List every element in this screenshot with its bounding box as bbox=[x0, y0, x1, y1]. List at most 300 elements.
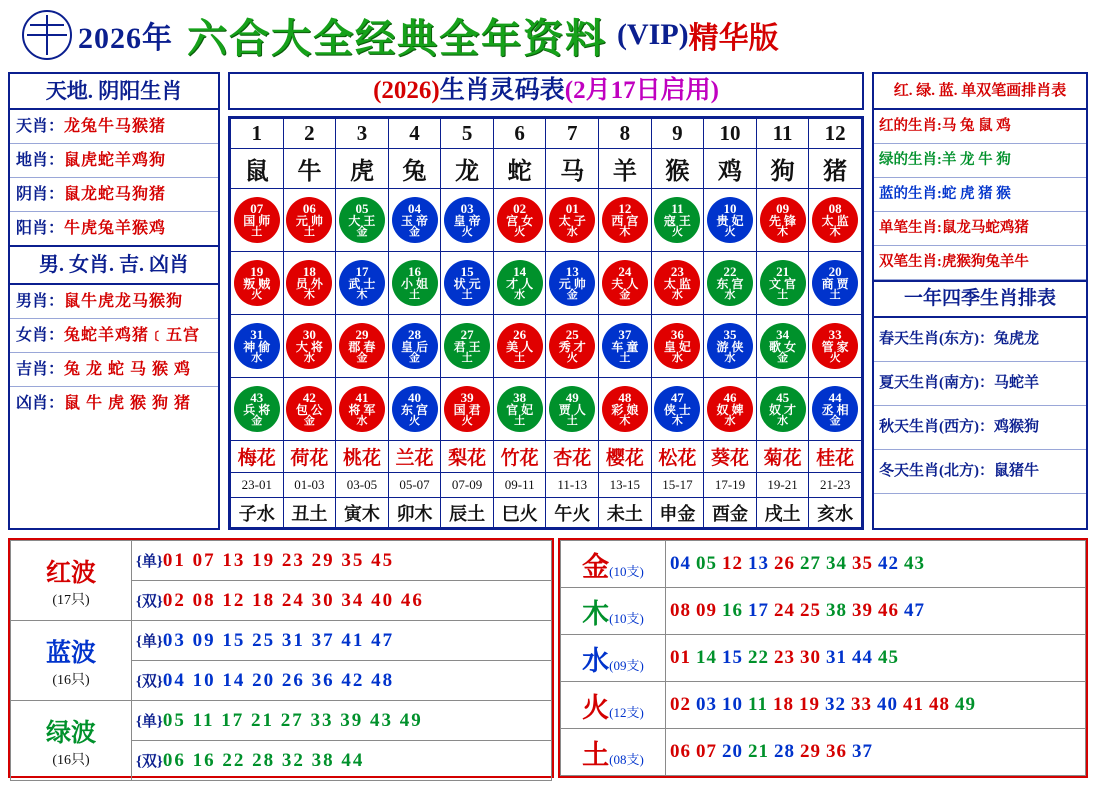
ball-cell[interactable] bbox=[336, 188, 389, 251]
ball-element: 金 bbox=[409, 352, 421, 365]
ball-number: 44 bbox=[828, 390, 842, 406]
ball-cell[interactable] bbox=[336, 314, 389, 377]
right-row-label: 绿的生肖: bbox=[879, 152, 942, 168]
element-number: 49 bbox=[954, 694, 976, 715]
element-name-cell bbox=[561, 541, 666, 588]
ball-row bbox=[231, 377, 862, 440]
col-number: 10 bbox=[704, 119, 757, 149]
branch-element: 卯木 bbox=[388, 498, 441, 528]
element-name-cell bbox=[561, 635, 666, 682]
right-row bbox=[874, 110, 1086, 144]
right-row bbox=[874, 212, 1086, 246]
ball-cell[interactable] bbox=[283, 377, 336, 440]
ball-cell[interactable] bbox=[493, 188, 546, 251]
ball-title: 彩 娘 bbox=[611, 403, 639, 418]
number-ball[interactable] bbox=[760, 386, 806, 432]
ball-title: 包 公 bbox=[295, 403, 323, 418]
number-ball[interactable] bbox=[549, 323, 595, 369]
element-count: (09支) bbox=[609, 657, 644, 673]
element-count: (10支) bbox=[609, 563, 644, 579]
number-ball[interactable] bbox=[497, 386, 543, 432]
left-row bbox=[10, 212, 218, 245]
ball-title: 太 监 bbox=[821, 214, 849, 229]
number-ball[interactable] bbox=[234, 323, 280, 369]
ball-cell[interactable] bbox=[651, 251, 704, 314]
element-name-cell bbox=[561, 682, 666, 729]
ball-number: 06 bbox=[302, 201, 316, 217]
vip-label: (VIP) bbox=[617, 18, 689, 51]
time-range: 13-15 bbox=[599, 472, 652, 497]
number-ball[interactable] bbox=[339, 197, 385, 243]
number-ball[interactable] bbox=[549, 197, 595, 243]
number-ball[interactable] bbox=[760, 197, 806, 243]
col-number: 12 bbox=[809, 119, 862, 149]
right-row-value: 蛇 虎 猪 猴 bbox=[941, 186, 1011, 202]
element-number: 16 bbox=[722, 600, 743, 621]
ball-title: 美 人 bbox=[506, 340, 534, 355]
ball-cell[interactable] bbox=[231, 188, 284, 251]
element-number: 09 bbox=[696, 600, 717, 621]
element-number: 21 bbox=[748, 741, 769, 762]
ball-element: 火 bbox=[409, 415, 421, 428]
ball-cell[interactable] bbox=[441, 188, 494, 251]
ball-cell[interactable] bbox=[388, 314, 441, 377]
ball-element: 木 bbox=[619, 226, 631, 239]
element-name: 木 bbox=[582, 598, 610, 629]
number-ball[interactable] bbox=[444, 197, 490, 243]
ball-number: 17 bbox=[355, 264, 369, 280]
ball-cell[interactable] bbox=[388, 188, 441, 251]
ball-number: 42 bbox=[302, 390, 316, 406]
ball-cell[interactable] bbox=[599, 188, 652, 251]
col-number: 11 bbox=[756, 119, 809, 149]
left-row2-value: 鼠 牛 虎 猴 狗 猪 bbox=[64, 395, 192, 412]
number-ball[interactable] bbox=[234, 260, 280, 306]
ball-number: 48 bbox=[618, 390, 632, 406]
ball-cell[interactable] bbox=[388, 251, 441, 314]
element-numbers bbox=[666, 541, 1086, 588]
ball-title: 歌 女 bbox=[769, 340, 797, 355]
ball-element: 土 bbox=[409, 289, 421, 302]
number-ball[interactable] bbox=[707, 197, 753, 243]
ball-element: 火 bbox=[514, 226, 526, 239]
ball-number: 18 bbox=[302, 264, 316, 280]
ball-title: 官 妃 bbox=[506, 403, 534, 418]
element-row bbox=[231, 498, 862, 528]
ball-element: 火 bbox=[566, 352, 578, 365]
element-number: 25 bbox=[800, 600, 821, 621]
ball-cell[interactable] bbox=[283, 188, 336, 251]
wave-row bbox=[11, 621, 552, 661]
element-row bbox=[561, 729, 1086, 776]
number-ball[interactable] bbox=[286, 386, 332, 432]
number-ball[interactable] bbox=[339, 386, 385, 432]
ball-element: 金 bbox=[356, 352, 368, 365]
ball-number: 43 bbox=[250, 390, 264, 406]
element-number: 14 bbox=[696, 647, 717, 668]
wave-table bbox=[8, 538, 554, 778]
ball-cell[interactable] bbox=[546, 251, 599, 314]
time-range: 05-07 bbox=[388, 472, 441, 497]
ball-number: 38 bbox=[513, 390, 527, 406]
number-ball[interactable] bbox=[444, 386, 490, 432]
zodiac-name: 虎 bbox=[336, 148, 389, 188]
header bbox=[8, 6, 1088, 64]
ball-title: 元 帅 bbox=[295, 214, 323, 229]
number-ball[interactable] bbox=[286, 323, 332, 369]
number-ball[interactable] bbox=[392, 260, 438, 306]
flower-name: 杏花 bbox=[546, 440, 599, 472]
flower-name: 梨花 bbox=[441, 440, 494, 472]
ball-title: 游 侠 bbox=[716, 340, 744, 355]
ball-element: 火 bbox=[829, 352, 841, 365]
element-number: 47 bbox=[904, 600, 925, 621]
wave-count: (17只) bbox=[52, 592, 90, 608]
element-name: 火 bbox=[582, 692, 610, 723]
number-ball[interactable] bbox=[654, 260, 700, 306]
wave-even-numbers: 06 16 22 28 32 38 44 bbox=[162, 749, 365, 771]
ball-cell[interactable] bbox=[704, 188, 757, 251]
number-ball[interactable] bbox=[707, 260, 753, 306]
ball-cell[interactable] bbox=[809, 251, 862, 314]
ball-number: 24 bbox=[618, 264, 632, 280]
number-ball[interactable] bbox=[339, 323, 385, 369]
number-ball[interactable] bbox=[444, 323, 490, 369]
ball-element: 水 bbox=[356, 415, 368, 428]
number-ball[interactable] bbox=[812, 260, 858, 306]
element-number: 01 bbox=[670, 647, 691, 668]
ball-element: 水 bbox=[671, 352, 683, 365]
number-ball[interactable] bbox=[760, 323, 806, 369]
flower-name: 荷花 bbox=[283, 440, 336, 472]
ball-title: 商 贾 bbox=[821, 277, 849, 292]
ball-title: 国 君 bbox=[453, 403, 481, 418]
ball-cell[interactable] bbox=[651, 377, 704, 440]
ball-cell[interactable] bbox=[546, 188, 599, 251]
number-ball[interactable] bbox=[392, 386, 438, 432]
number-ball[interactable] bbox=[707, 386, 753, 432]
ball-number: 36 bbox=[670, 327, 684, 343]
ball-cell[interactable] bbox=[704, 251, 757, 314]
ball-cell[interactable] bbox=[756, 188, 809, 251]
number-ball[interactable] bbox=[392, 323, 438, 369]
element-number: 28 bbox=[774, 741, 795, 762]
ball-cell[interactable] bbox=[336, 377, 389, 440]
ball-number: 19 bbox=[250, 264, 264, 280]
element-name-cell bbox=[561, 588, 666, 635]
season-row: 冬天生肖(北方)：鼠猪牛 bbox=[874, 450, 1086, 494]
element-number: 42 bbox=[878, 553, 899, 574]
element-count: (10支) bbox=[609, 610, 644, 626]
element-numbers bbox=[666, 588, 1086, 635]
ball-number: 30 bbox=[302, 327, 316, 343]
range-row bbox=[231, 472, 862, 497]
ball-title: 贵 妃 bbox=[716, 214, 744, 229]
col-number: 7 bbox=[546, 119, 599, 149]
element-numbers bbox=[666, 729, 1086, 776]
wave-odd-tag: {单} bbox=[136, 553, 163, 570]
number-ball[interactable] bbox=[549, 386, 595, 432]
zodiac-name: 猴 bbox=[651, 148, 704, 188]
branch-element: 子水 bbox=[231, 498, 284, 528]
ball-number: 33 bbox=[828, 327, 842, 343]
ball-title: 皇 妃 bbox=[663, 340, 691, 355]
ball-element: 木 bbox=[829, 226, 841, 239]
number-ball[interactable] bbox=[497, 197, 543, 243]
ball-cell[interactable] bbox=[756, 377, 809, 440]
wave-name: 红波 bbox=[45, 559, 96, 587]
ball-number: 41 bbox=[355, 390, 369, 406]
wave-odd-numbers: 01 07 13 19 23 29 35 45 bbox=[162, 549, 395, 571]
ball-cell[interactable] bbox=[704, 377, 757, 440]
ball-cell[interactable] bbox=[809, 377, 862, 440]
col-number: 3 bbox=[336, 119, 389, 149]
number-ball[interactable] bbox=[812, 386, 858, 432]
element-number: 04 bbox=[670, 553, 691, 574]
wave-name: 蓝波 bbox=[45, 639, 96, 667]
number-ball[interactable] bbox=[602, 323, 648, 369]
number-ball[interactable] bbox=[812, 323, 858, 369]
ball-cell[interactable] bbox=[283, 251, 336, 314]
number-ball[interactable] bbox=[602, 260, 648, 306]
zodiac-code-table bbox=[228, 116, 864, 530]
ball-title: 叛 贼 bbox=[243, 277, 271, 292]
ball-cell[interactable] bbox=[599, 377, 652, 440]
flower-name: 桃花 bbox=[336, 440, 389, 472]
number-ball[interactable] bbox=[234, 197, 280, 243]
wave-even-cell bbox=[132, 741, 552, 781]
ball-number: 49 bbox=[565, 390, 579, 406]
ball-title: 车 童 bbox=[611, 340, 639, 355]
ball-element: 土 bbox=[514, 415, 526, 428]
ball-cell[interactable] bbox=[599, 251, 652, 314]
wave-odd-cell bbox=[132, 621, 552, 661]
ball-element: 金 bbox=[356, 226, 368, 239]
number-ball[interactable] bbox=[654, 197, 700, 243]
branch-element: 寅木 bbox=[336, 498, 389, 528]
number-ball[interactable] bbox=[497, 260, 543, 306]
ball-number: 25 bbox=[565, 327, 579, 343]
flower-name: 松花 bbox=[651, 440, 704, 472]
element-number: 33 bbox=[850, 694, 872, 715]
left-row-key: 地肖： bbox=[16, 152, 65, 169]
left-row2-key: 男肖： bbox=[16, 293, 65, 310]
number-ball[interactable] bbox=[707, 323, 753, 369]
ball-title: 武 士 bbox=[348, 277, 376, 292]
right-row bbox=[874, 178, 1086, 212]
ball-number: 22 bbox=[723, 264, 737, 280]
zodiac-grid bbox=[230, 118, 862, 528]
ball-element: 金 bbox=[777, 352, 789, 365]
wave-row bbox=[11, 541, 552, 581]
ball-number: 31 bbox=[250, 327, 264, 343]
zodiac-name: 猪 bbox=[809, 148, 862, 188]
element-number: 10 bbox=[722, 694, 743, 715]
ball-cell[interactable] bbox=[231, 251, 284, 314]
wave-grid bbox=[10, 540, 552, 781]
ball-cell[interactable] bbox=[546, 314, 599, 377]
ball-cell[interactable] bbox=[651, 314, 704, 377]
ball-title: 才 人 bbox=[506, 277, 534, 292]
ball-number: 03 bbox=[460, 201, 474, 217]
branch-element: 巳火 bbox=[493, 498, 546, 528]
col-number: 5 bbox=[441, 119, 494, 149]
ball-cell[interactable] bbox=[493, 251, 546, 314]
element-count: (12支) bbox=[609, 704, 644, 720]
number-ball[interactable] bbox=[444, 260, 490, 306]
ball-cell[interactable] bbox=[546, 377, 599, 440]
element-number: 29 bbox=[800, 741, 821, 762]
number-ball[interactable] bbox=[602, 386, 648, 432]
ball-title: 国 师 bbox=[243, 214, 271, 229]
ball-cell[interactable] bbox=[231, 377, 284, 440]
left-row2-key: 凶肖： bbox=[16, 395, 65, 412]
left-row2 bbox=[10, 387, 218, 420]
ball-cell[interactable] bbox=[704, 314, 757, 377]
ball-cell[interactable] bbox=[493, 377, 546, 440]
element-row bbox=[561, 541, 1086, 588]
number-ball[interactable] bbox=[392, 197, 438, 243]
col-number: 8 bbox=[599, 119, 652, 149]
zodiac-name: 龙 bbox=[441, 148, 494, 188]
left-row2 bbox=[10, 353, 218, 387]
ball-cell[interactable] bbox=[809, 314, 862, 377]
ball-cell[interactable] bbox=[441, 251, 494, 314]
five-elements-table bbox=[558, 538, 1088, 778]
ball-title: 太 监 bbox=[663, 277, 691, 292]
ball-number: 23 bbox=[670, 264, 684, 280]
column-number-row bbox=[231, 119, 862, 149]
ball-cell[interactable] bbox=[756, 251, 809, 314]
number-ball[interactable] bbox=[760, 260, 806, 306]
time-range: 23-01 bbox=[231, 472, 284, 497]
branch-element: 辰土 bbox=[441, 498, 494, 528]
wave-even-tag: {双} bbox=[136, 673, 163, 690]
element-number: 44 bbox=[852, 647, 873, 668]
left-row2-value: 兔蛇羊鸡猪﹝五宫 bbox=[64, 327, 201, 344]
ball-cell[interactable] bbox=[283, 314, 336, 377]
left-row2 bbox=[10, 285, 218, 319]
right-row bbox=[874, 144, 1086, 178]
ball-title: 皇 后 bbox=[401, 340, 429, 355]
ball-element: 火 bbox=[461, 415, 473, 428]
branch-element: 午火 bbox=[546, 498, 599, 528]
ball-element: 金 bbox=[619, 289, 631, 302]
ball-number: 10 bbox=[723, 201, 737, 217]
ball-number: 45 bbox=[776, 390, 790, 406]
ball-title: 大 将 bbox=[295, 340, 323, 355]
left-row2-value: 鼠牛虎龙马猴狗 bbox=[64, 293, 184, 310]
ball-title: 太 子 bbox=[558, 214, 586, 229]
right-row-value: 虎猴狗兔羊牛 bbox=[941, 254, 1029, 270]
element-name-cell bbox=[561, 729, 666, 776]
element-number: 02 bbox=[670, 694, 691, 715]
wave-name-cell bbox=[11, 621, 132, 701]
ball-element: 土 bbox=[251, 226, 263, 239]
ball-number: 21 bbox=[776, 264, 790, 280]
ball-cell[interactable] bbox=[388, 377, 441, 440]
ball-number: 16 bbox=[408, 264, 422, 280]
wave-odd-tag: {单} bbox=[136, 713, 163, 730]
ball-cell[interactable] bbox=[336, 251, 389, 314]
ball-element: 木 bbox=[619, 415, 631, 428]
ball-cell[interactable] bbox=[441, 377, 494, 440]
number-ball[interactable] bbox=[654, 386, 700, 432]
branch-element: 酉金 bbox=[704, 498, 757, 528]
ball-cell[interactable] bbox=[599, 314, 652, 377]
ball-cell[interactable] bbox=[809, 188, 862, 251]
element-number: 22 bbox=[748, 647, 769, 668]
left-panel bbox=[8, 72, 220, 530]
ball-title: 秀 才 bbox=[558, 340, 586, 355]
ball-cell[interactable] bbox=[493, 314, 546, 377]
ball-cell[interactable] bbox=[441, 314, 494, 377]
left-row-value: 龙兔牛马猴猪 bbox=[64, 118, 167, 135]
right-row bbox=[874, 246, 1086, 280]
ball-element: 水 bbox=[514, 289, 526, 302]
ball-cell[interactable] bbox=[756, 314, 809, 377]
branch-element: 亥水 bbox=[809, 498, 862, 528]
season-row: 夏天生肖(南方)：马蛇羊 bbox=[874, 362, 1086, 406]
edition-label: 精华版 bbox=[688, 22, 779, 55]
header-year: 2026年 bbox=[78, 22, 173, 55]
ball-title: 奴 婢 bbox=[716, 403, 744, 418]
right-row-label: 单笔生肖: bbox=[879, 220, 942, 236]
right-row-label: 双笔生肖: bbox=[879, 254, 942, 270]
ball-title: 贾 人 bbox=[558, 403, 586, 418]
left-row-key: 天肖： bbox=[16, 118, 65, 135]
number-ball[interactable] bbox=[339, 260, 385, 306]
wave-even-cell bbox=[132, 581, 552, 621]
number-ball[interactable] bbox=[812, 197, 858, 243]
right-panel bbox=[872, 72, 1088, 530]
zodiac-name: 羊 bbox=[599, 148, 652, 188]
five-elements-grid bbox=[560, 540, 1086, 776]
ball-title: 郡 春 bbox=[348, 340, 376, 355]
ball-number: 04 bbox=[408, 201, 422, 217]
ball-element: 土 bbox=[619, 352, 631, 365]
number-ball[interactable] bbox=[654, 323, 700, 369]
element-number: 23 bbox=[774, 647, 795, 668]
ball-cell[interactable] bbox=[231, 314, 284, 377]
ball-number: 07 bbox=[250, 201, 264, 217]
ball-element: 金 bbox=[829, 415, 841, 428]
number-ball[interactable] bbox=[497, 323, 543, 369]
left-row2 bbox=[10, 319, 218, 353]
element-number: 03 bbox=[696, 694, 717, 715]
ball-element: 金 bbox=[409, 226, 421, 239]
ball-title: 管 家 bbox=[821, 340, 849, 355]
left-panel-subtitle: 男. 女肖. 吉. 凶肖 bbox=[10, 245, 218, 285]
number-ball[interactable] bbox=[286, 260, 332, 306]
ball-cell[interactable] bbox=[651, 188, 704, 251]
number-ball[interactable] bbox=[234, 386, 280, 432]
number-ball[interactable] bbox=[602, 197, 648, 243]
number-ball[interactable] bbox=[286, 197, 332, 243]
time-range: 17-19 bbox=[704, 472, 757, 497]
wave-name: 绿波 bbox=[45, 719, 96, 747]
element-number: 30 bbox=[800, 647, 821, 668]
center-title-main: 生肖灵码表 bbox=[439, 77, 565, 104]
wave-row bbox=[11, 701, 552, 741]
right-row-value: 马 兔 鼠 鸡 bbox=[941, 118, 1011, 134]
ball-element: 土 bbox=[461, 352, 473, 365]
ball-number: 05 bbox=[355, 201, 369, 217]
center-title-year: (2026) bbox=[373, 77, 440, 104]
ball-number: 28 bbox=[408, 327, 422, 343]
number-ball[interactable] bbox=[549, 260, 595, 306]
element-number: 19 bbox=[798, 694, 820, 715]
